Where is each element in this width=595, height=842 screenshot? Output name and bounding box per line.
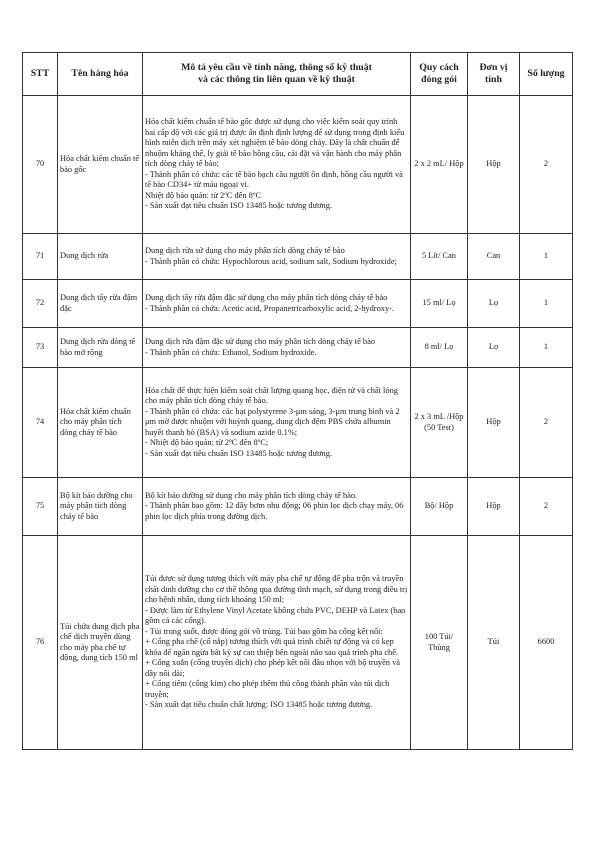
- row-packaging: Bộ/ Hộp: [411, 478, 468, 536]
- row-unit: Hộp: [468, 96, 520, 234]
- row-packaging: 100 Túi/ Thùng: [411, 536, 468, 750]
- table-row: [23, 536, 573, 750]
- row-quantity: 2: [520, 368, 573, 478]
- row-product-name: Hóa chất kiểm chuẩn tế bào gốc: [58, 96, 143, 234]
- row-packaging: 5 Lít/ Can: [411, 234, 468, 280]
- row-stt: 76: [23, 536, 58, 750]
- row-product-name: Bộ kít bảo dưỡng cho máy phân tích dòng chảy tế bào: [58, 478, 143, 536]
- row-description: Hóa chất kiểm chuẩn tế bào gốc được sử dụng cho việc kiểm soát quy trình hai cấp độ với các giá trị được ấn định định lượng để sử dụng trong định kiểu hình miễn dịch trên máy xét nghiệm tế bào dòng chảy. Đây là chất chuẩn để nhuộm kháng thể, ly giải tế bào hồng cầu, cài đặt và vận hành cho máy phân tích dòng chảy tế bào; - Thành phần có chứa: các tế bào bạch cầu người ổn định, hồng cầu người và tế bào CD34+ từ máu ngoại vi. Nhiệt độ bảo quản: từ 2ºC đến 8ºC - Sản xuất đạt tiêu chuẩn ISO 13485 hoặc tương đương.: [143, 96, 411, 234]
- row-product-name: Hóa chất kiểm chuẩn cho máy phân tích dòng chảy tế bào: [58, 368, 143, 478]
- table-row: [23, 280, 573, 328]
- row-packaging: 2 x 2 mL/ Hộp: [411, 96, 468, 234]
- row-description: Túi được sử dụng tương thích với máy pha chế tự động để pha trộn và truyền chất dinh dưỡng cho cơ thể thông qua đường tĩnh mạch, sử dụng trong điều trị cho bệnh nhân, dung tích khoảng 150 ml; - Được làm từ Ethylene Vinyl Acetate không chứa PVC, DEHP và Latex (bao gồm cả các cổng). - Túi trong suốt, được đóng gói vô trùng. Túi bao gồm ba cổng kết nối: + Cổng pha chế (cổ nắp) tương thích với quá trình chiết tự động và có kẹp khóa để ngăn ngừa bất kỳ sự can thiệp bên ngoài nào sau quá trình pha chế. + Cổng xoắn (cổng truyền dịch) cho phép kết nối đầu nhọn với bộ truyền và dây nối dài; + Cổng tiêm (cổng kim) cho phép thêm thủ công thành phần vào túi dịch truyền; - Sản xuất đạt tiêu chuẩn chất lượng: ISO 13485 hoặc tương đương.: [143, 536, 411, 750]
- header-description-line2: và các thông tin liên quan về kỹ thuật: [198, 74, 355, 85]
- row-stt: 73: [23, 328, 58, 368]
- header-stt: STT: [23, 53, 58, 96]
- row-packaging: 2 x 3 mL /Hộp (50 Test): [411, 368, 468, 478]
- row-stt: 72: [23, 280, 58, 328]
- table-row: [23, 368, 573, 478]
- row-unit: Lọ: [468, 280, 520, 328]
- header-packaging: Quy cách đóng gói: [411, 53, 468, 96]
- row-packaging: 15 ml/ Lọ: [411, 280, 468, 328]
- row-quantity: 6600: [520, 536, 573, 750]
- row-product-name: Dung dịch rửa: [58, 234, 143, 280]
- header-unit: Đơn vị tính: [468, 53, 520, 96]
- table-row: [23, 96, 573, 234]
- row-quantity: 2: [520, 478, 573, 536]
- row-stt: 70: [23, 96, 58, 234]
- row-packaging: 8 ml/ Lọ: [411, 328, 468, 368]
- header-description: [143, 53, 411, 96]
- row-stt: 71: [23, 234, 58, 280]
- header-name: Tên hàng hóa: [58, 53, 143, 96]
- row-description: Bộ kít bảo dưỡng sử dụng cho máy phân tích dòng chảy tế bào. - Thành phần bao gồm: 12 dây bơm nhu động; 06 phin lọc dịch chạy máy, 06 phin lọc dịch phía trong đường dịch.: [143, 478, 411, 536]
- row-quantity: 1: [520, 328, 573, 368]
- row-quantity: 2: [520, 96, 573, 234]
- row-stt: 75: [23, 478, 58, 536]
- row-description: Dung dịch rửa sử dụng cho máy phân tích dòng chảy tế bào - Thành phần có chứa: Hypochlorous acid, sodium salt, Sodium hydroxide;: [143, 234, 411, 280]
- header-description-line1: Mô tả yêu cầu về tính năng, thông số kỹ thuật: [181, 62, 372, 73]
- row-quantity: 1: [520, 234, 573, 280]
- spec-table: [22, 52, 573, 750]
- row-unit: Túi: [468, 536, 520, 750]
- table-row: [23, 234, 573, 280]
- header-row: [23, 53, 573, 96]
- row-description: Dung dịch tẩy rửa đậm đặc sử dụng cho máy phân tích dòng chảy tế bào - Thành phần có chứa: Acetic acid, Propanetricarboxylic acid, 2-hydroxy-.: [143, 280, 411, 328]
- row-product-name: Dung dịch tẩy rửa đậm đặc: [58, 280, 143, 328]
- row-description: Dung dịch rửa đậm đặc sử dụng cho máy phân tích dòng chảy tế bào - Thành phần có chứa: Ethanol, Sodium hydroxide.: [143, 328, 411, 368]
- row-stt: 74: [23, 368, 58, 478]
- table-row: [23, 328, 573, 368]
- row-quantity: 1: [520, 280, 573, 328]
- row-description: Hóa chất để thực hiện kiểm soát chất lượng quang học, điện tử và chất lỏng cho máy phân tích dòng chảy tế bào. - Thành phần có chứa: các hạt polystyrene 3-μm sáng, 3-μm trung bình và 2 μm mờ được nhuộm với huỳnh quang, dung dịch đệm PBS chứa albumin huyết thanh bò (BSA) và sodium azide 0.1%; - Nhiệt độ bảo quản: từ 2ºC đến 8ºC; - Sản xuất đạt tiêu chuẩn ISO 13485 hoặc tương đương.: [143, 368, 411, 478]
- header-quantity: Số lượng: [520, 53, 573, 96]
- row-unit: Can: [468, 234, 520, 280]
- row-unit: Hộp: [468, 478, 520, 536]
- row-product-name: Túi chứa dung dịch pha chế dịch truyền dùng cho máy pha chế tự động, dung tích 150 ml: [58, 536, 143, 750]
- row-product-name: Dung dịch rửa dòng tế bào mở rộng: [58, 328, 143, 368]
- table-row: [23, 478, 573, 536]
- row-unit: Hộp: [468, 368, 520, 478]
- row-unit: Lọ: [468, 328, 520, 368]
